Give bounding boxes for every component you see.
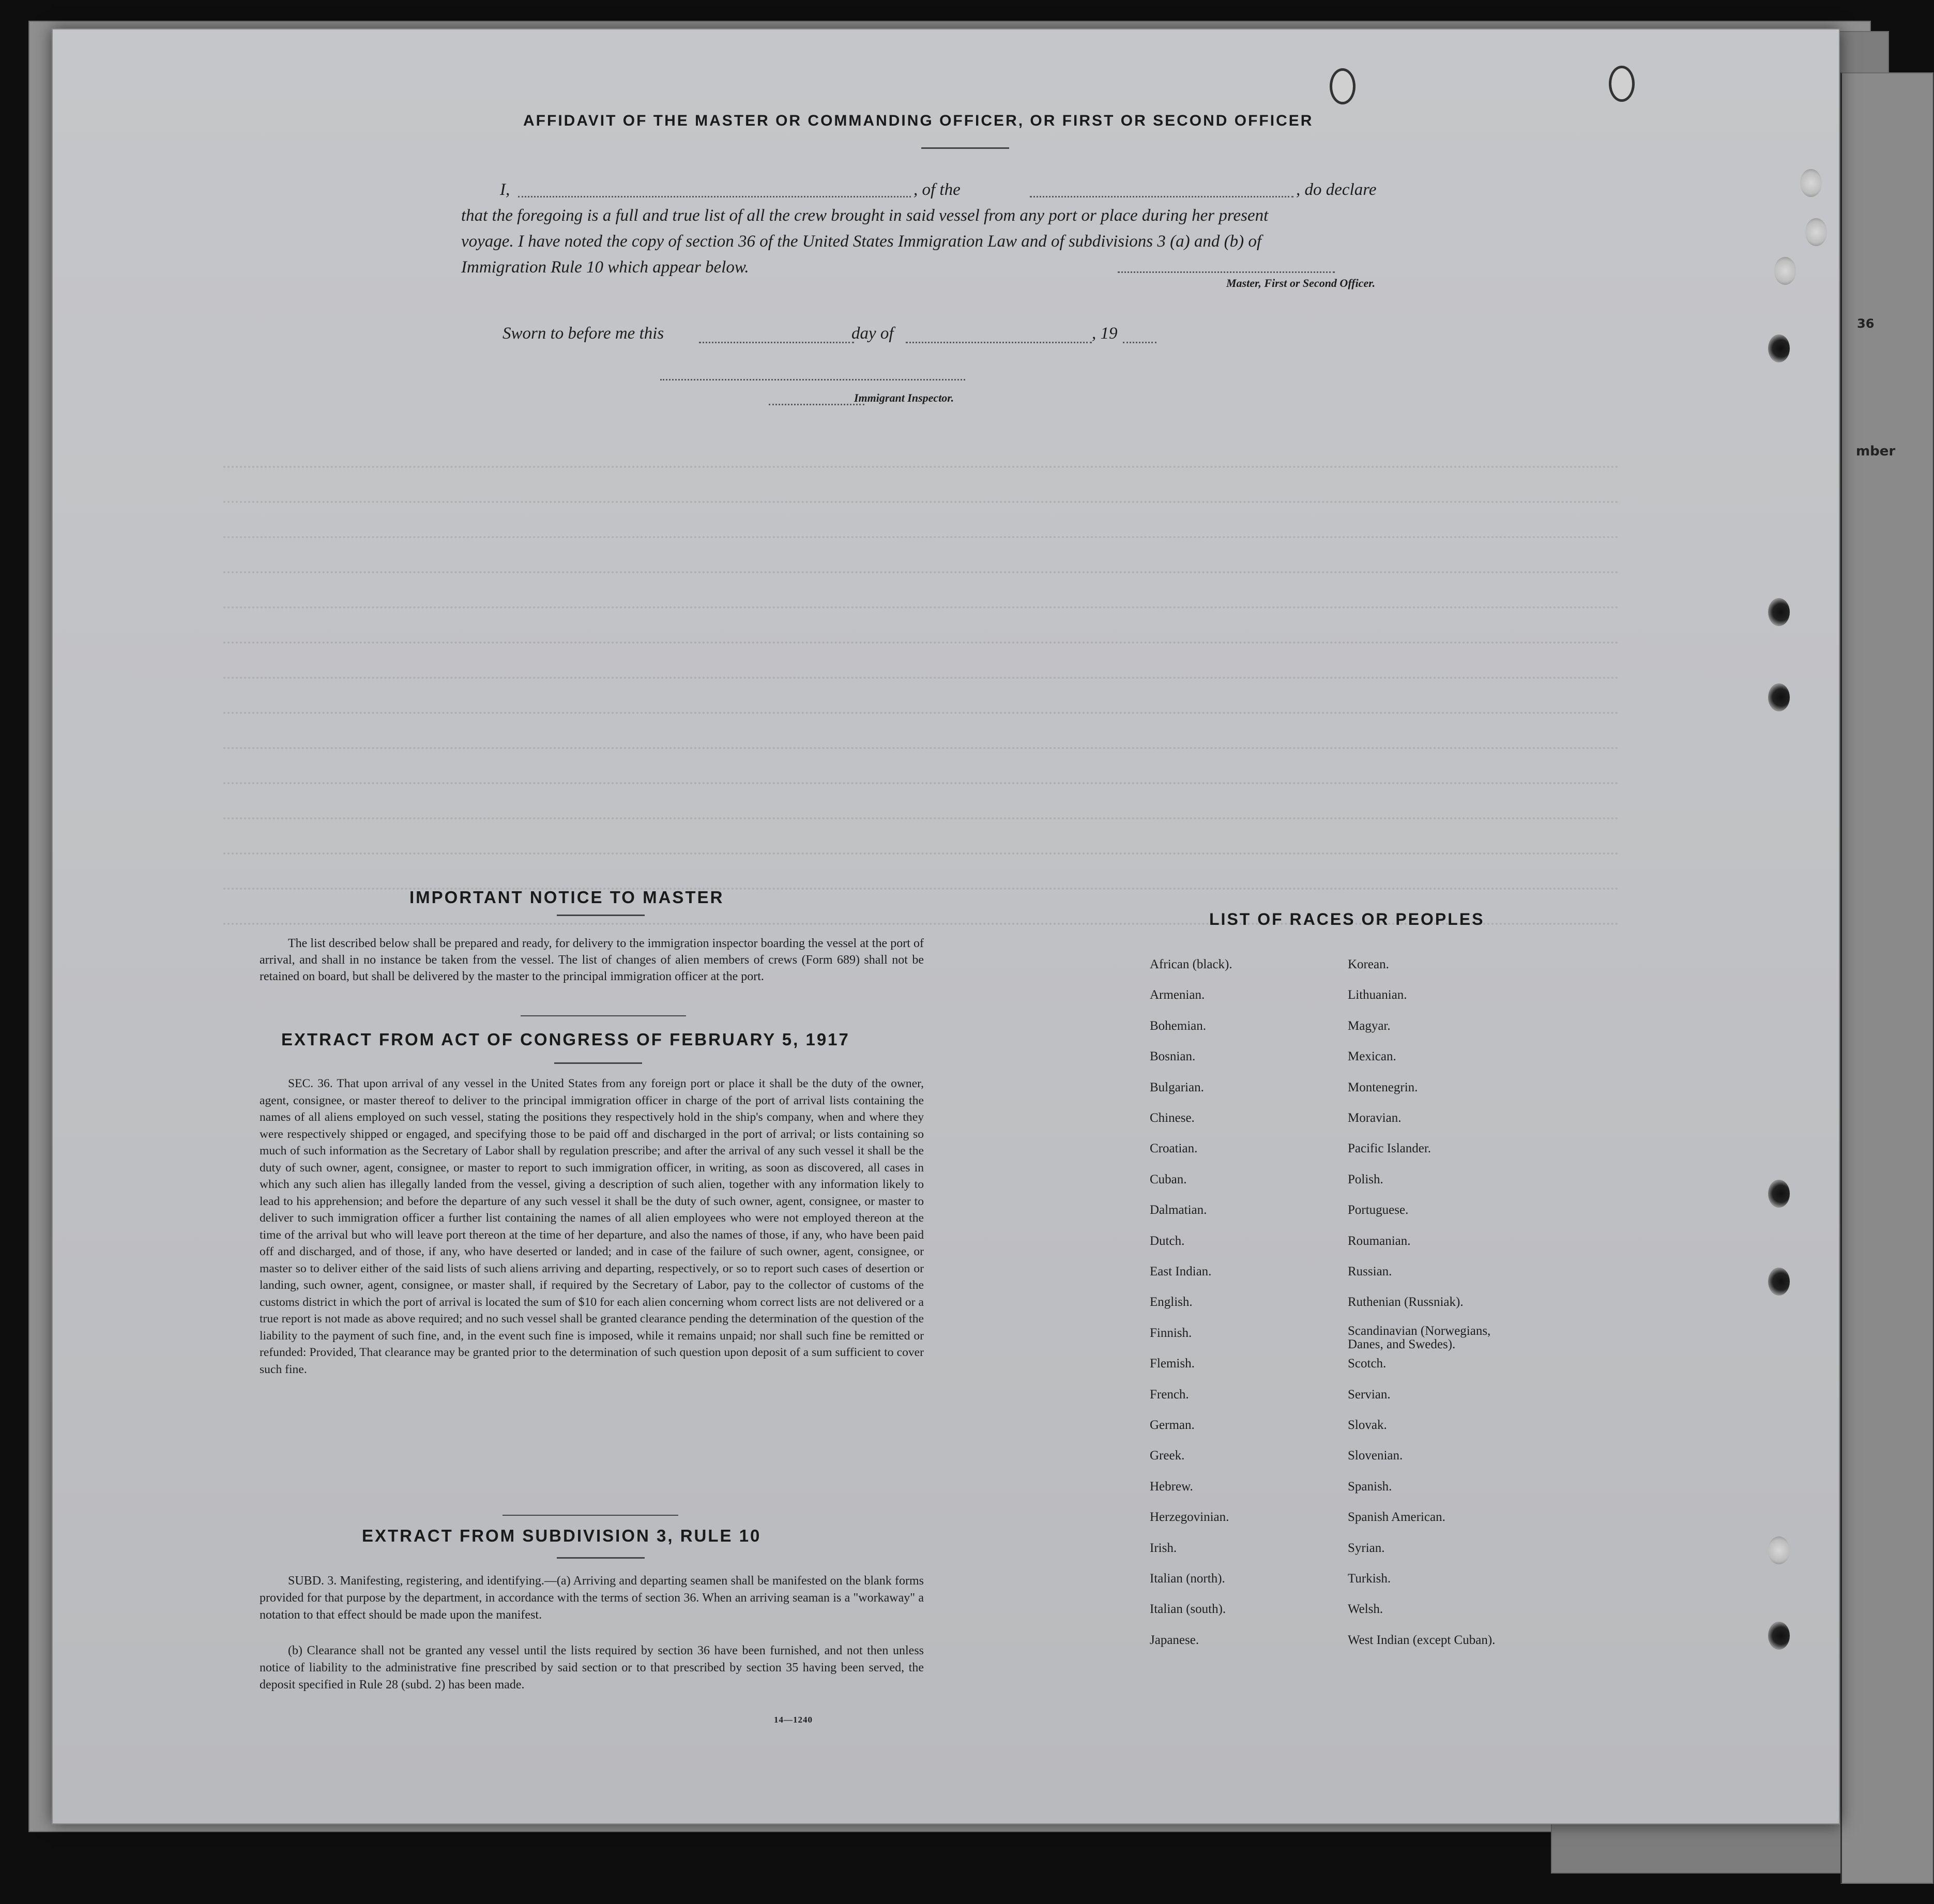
race-item: Turkish. — [1348, 1572, 1391, 1586]
race-item: Herzegovinian. — [1150, 1510, 1229, 1525]
binder-hole — [1768, 1536, 1790, 1564]
race-item: Polish. — [1348, 1172, 1383, 1186]
race-item: Dalmatian. — [1150, 1203, 1207, 1217]
race-item: Moravian. — [1348, 1111, 1402, 1125]
races-title: LIST OF RACES OR PEOPLES — [1209, 910, 1485, 928]
affidavit-title-rule — [921, 147, 1009, 149]
race-item: Croatian. — [1150, 1141, 1198, 1156]
sworn-month-field[interactable] — [906, 342, 1092, 343]
section-divider — [521, 1015, 686, 1016]
master-signature-label: Master, First or Second Officer. — [1226, 277, 1376, 290]
race-item: Bohemian. — [1150, 1018, 1207, 1033]
day-of-text: day of — [851, 324, 894, 343]
inspector-signature-field-2[interactable] — [769, 404, 864, 405]
race-item: Bosnian. — [1150, 1049, 1196, 1064]
race-item: English. — [1150, 1295, 1193, 1309]
race-item: French. — [1150, 1387, 1189, 1402]
binder-hole — [1805, 218, 1827, 246]
race-item: Greek. — [1150, 1449, 1185, 1463]
race-item: Roumanian. — [1348, 1233, 1411, 1248]
affidavit-i: I, — [500, 180, 510, 199]
race-item: German. — [1150, 1418, 1195, 1432]
race-item: West Indian (except Cuban). — [1348, 1633, 1496, 1647]
manifest-page — [52, 28, 1840, 1824]
race-item: Flemish. — [1150, 1357, 1195, 1371]
inspector-label: Immigrant Inspector. — [854, 391, 954, 404]
rule-title-rule — [557, 1557, 645, 1559]
race-item: Montenegrin. — [1348, 1080, 1418, 1094]
form-number: 14—1240 — [774, 1715, 813, 1725]
master-name-field[interactable] — [518, 196, 911, 197]
race-item: Portuguese. — [1348, 1203, 1409, 1217]
race-item: Scandinavian (Norwegians, Danes, and Swedes). — [1348, 1323, 1491, 1351]
page-number-mark: 36 — [1857, 316, 1875, 331]
vessel-name-field[interactable] — [1030, 196, 1293, 197]
section-divider-2 — [502, 1515, 678, 1516]
binder-ring-left — [1330, 68, 1356, 104]
race-item: Spanish American. — [1348, 1510, 1445, 1525]
race-item: Pacific Islander. — [1348, 1141, 1432, 1156]
notice-title: IMPORTANT NOTICE TO MASTER — [409, 888, 724, 907]
race-item: Italian (south). — [1150, 1602, 1226, 1617]
binder-hole — [1800, 169, 1822, 197]
rule-para-a: SUBD. 3. Manifesting, registering, and identifying.—(a) Arriving and departing seamen shall be manifested on the blank forms provided for that purpose by the department, in accordance with the terms of section 36. When an arriving seaman is a "workaway" a notation to that effect should be made upon the manifest. — [260, 1574, 924, 1622]
race-item: Lithuanian. — [1348, 988, 1407, 1002]
race-item: Ruthenian (Russniak). — [1348, 1295, 1464, 1309]
master-signature-field[interactable] — [1118, 271, 1335, 273]
race-item: Italian (north). — [1150, 1572, 1225, 1586]
race-item: Slovenian. — [1348, 1449, 1403, 1463]
race-item: Armenian. — [1150, 988, 1205, 1002]
notice-title-rule — [557, 915, 645, 916]
affidavit-text-4: Immigration Rule 10 which appear below. — [461, 258, 749, 277]
binder-hole — [1768, 1622, 1790, 1650]
act-title-rule — [554, 1062, 642, 1064]
race-item: Japanese. — [1150, 1633, 1199, 1647]
binder-ring-right — [1609, 66, 1635, 102]
race-item: Magyar. — [1348, 1018, 1391, 1033]
affidavit-declare: , do declare — [1296, 180, 1377, 199]
inspector-signature-field[interactable] — [660, 379, 965, 380]
number-column-label: mber — [1856, 444, 1896, 459]
sworn-day-field[interactable] — [699, 342, 854, 343]
notice-body: The list described below shall be prepared and ready, for delivery to the immigration inspector boarding the vessel at the port of arrival, and shall in no instance be taken from the vessel. The list of changes of alien members of crews (Form 689) shall not be retained on board, but shall be delivered by the master to the principal immigration officer at the port. — [260, 937, 924, 983]
affidavit-title: AFFIDAVIT OF THE MASTER OR COMMANDING OFFICER, OR FIRST OR SECOND OFFICER — [523, 112, 1314, 129]
year-text: , 19 — [1092, 324, 1118, 343]
race-item: Finnish. — [1150, 1326, 1192, 1340]
race-item: Russian. — [1348, 1265, 1392, 1278]
affidavit-of-the: , of the — [913, 180, 961, 199]
race-item: Slovak. — [1348, 1418, 1387, 1432]
race-item: Korean. — [1348, 957, 1389, 971]
binder-hole — [1768, 334, 1790, 362]
underlying-page-edge — [1840, 72, 1933, 1884]
race-item: East Indian. — [1150, 1265, 1212, 1278]
race-item: Servian. — [1348, 1387, 1391, 1402]
rule-para-b: (b) Clearance shall not be granted any vessel until the lists required by section 36 have been furnished, and not then unless notice of liability to the administrative fine prescribed by said section or to that prescribed by section 35 having been served, the deposit specified in Rule 28 (subd. 2) has been made. — [260, 1644, 924, 1692]
race-item: Chinese. — [1150, 1111, 1195, 1125]
affidavit-text-3: voyage. I have noted the copy of section 36 of the United States Immigration Law and of subdivisions 3 (a) and (b) of — [461, 232, 1262, 251]
act-body: SEC. 36. That upon arrival of any vessel in the United States from any foreign port or place it shall be the duty of the owner, agent, consignee, or master thereof to deliver to the principal immigration officer in charge of the port of arrival lists containing the names of all aliens employed on such vessel, stating the positions they respectively hold in the ship's company, when and where they were respectively shipped or engaged, and specifying those to be paid off and discharged in the port of arrival; or lists containing so much of such information as the Secretary of Labor shall by regulation prescribe; and after the arrival of any such vessel it shall be the duty of such owner, agent, consignee, or master to report to such immigration officer, in writing, as soon as discovered, all cases in which any such alien has illegally landed from the vessel, giving a description of such alien, together with any information likely to lead to his apprehension; and before the departure of any such vessel it shall be the duty of such owner, agent, consignee, or master to deliver to such immigration officer a further list containing the names of all alien employees who were not employed thereon at the time of the arrival but who will leave port thereon at the time of her departure, and also the names of those, if any, who have been paid off and discharged, and of those, if any, who have deserted or landed; and in case of the failure of such owner, agent, consignee, or master so to deliver either of the said lists of such aliens arriving and departing, respectively, or so to report such cases of desertion or landing, such owner, agent, consignee, or master shall, if required by the Secretary of Labor, pay to the collector of customs of the customs district in which the port of arrival is located the sum of $10 for each alien concerning whom correct lists are not delivered or a true report is not made as above required; and no such vessel shall be granted clearance pending the determination of the question of the liability to the payment of such fine, and, in the event such fine is imposed, while it remains unpaid; nor shall such fine be remitted or refunded: Provided, That clearance may be granted prior to the determination of such question upon deposit of a sum sufficient to cover such fine. — [260, 1077, 924, 1376]
race-item: Cuban. — [1150, 1172, 1187, 1186]
race-item: Scotch. — [1348, 1357, 1387, 1371]
binder-hole — [1768, 683, 1790, 711]
race-item: Welsh. — [1348, 1602, 1383, 1617]
binder-hole — [1768, 1268, 1790, 1296]
act-title: EXTRACT FROM ACT OF CONGRESS OF FEBRUARY 5, 1917 — [281, 1030, 850, 1049]
bleed-through-text — [223, 433, 1619, 898]
binder-hole — [1768, 1180, 1790, 1208]
sworn-text: Sworn to before me this — [502, 324, 664, 343]
race-item: African (black). — [1150, 957, 1232, 971]
race-item: Irish. — [1150, 1541, 1177, 1555]
race-item: Dutch. — [1150, 1233, 1185, 1248]
rule-title: EXTRACT FROM SUBDIVISION 3, RULE 10 — [362, 1526, 762, 1545]
race-item: Syrian. — [1348, 1541, 1385, 1555]
race-item: Mexican. — [1348, 1049, 1396, 1064]
sworn-year-field[interactable] — [1123, 342, 1156, 343]
race-item: Hebrew. — [1150, 1479, 1193, 1494]
affidavit-text-2: that the foregoing is a full and true list of all the crew brought in said vessel from any port or place during her present — [461, 206, 1269, 225]
race-item: Spanish. — [1348, 1479, 1392, 1494]
race-item: Bulgarian. — [1150, 1080, 1204, 1094]
binder-hole — [1768, 598, 1790, 626]
binder-hole — [1774, 257, 1796, 285]
